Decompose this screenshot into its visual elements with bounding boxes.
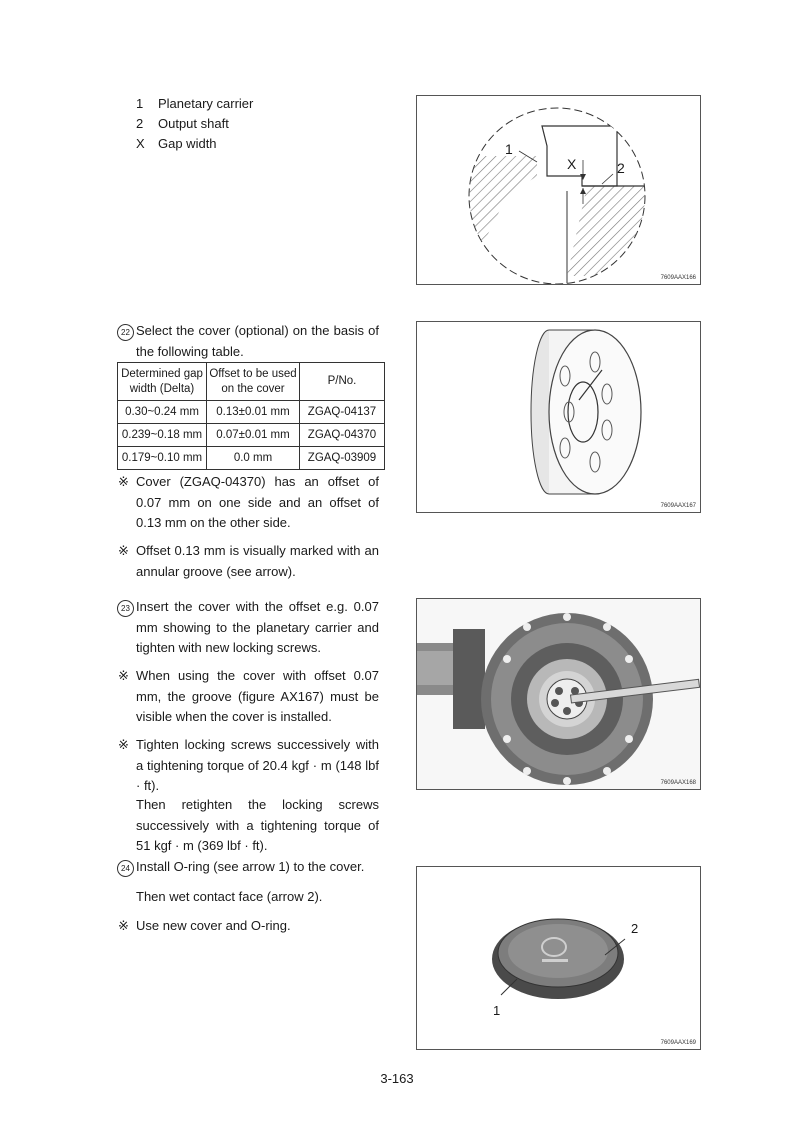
table-cell: 0.239~0.18 mm (118, 424, 207, 447)
hub-photo (417, 599, 700, 789)
table-cell: ZGAQ-04370 (300, 424, 385, 447)
note-visible: When using the cover with offset 0.07 mm, the groove (figure AX167) must be visible when the cover is installed. (136, 668, 379, 724)
gap-width-drawing (417, 96, 700, 284)
table-cell: ZGAQ-04137 (300, 401, 385, 424)
figure-hub-photo (416, 598, 701, 790)
callout-x: X (567, 156, 577, 172)
step-followup: Then wet contact face (arrow 2). (136, 889, 323, 904)
table-header: P/No. (300, 363, 385, 401)
callout-1: 1 (505, 141, 513, 157)
figure-id: 7609AAX168 (660, 780, 696, 786)
step-number: 23 (117, 600, 134, 617)
note-mark: ※ (118, 474, 129, 489)
figure-id: 7609AAX169 (660, 1040, 696, 1046)
table-header-row (118, 363, 385, 401)
legend-label: Output shaft (158, 116, 229, 131)
step-number: 24 (117, 860, 134, 877)
legend-item (136, 116, 229, 131)
legend-key: 2 (136, 116, 144, 131)
cover-selection-table (117, 362, 385, 470)
legend-item (136, 136, 217, 151)
figure-id: 7609AAX166 (660, 275, 696, 281)
figure-id: 7609AAX167 (660, 503, 696, 509)
note-torque-2: Then retighten the locking screws successively with a tightening torque of 51 kgf · m (369 lbf · ft). (136, 797, 379, 853)
figure-cover-groove (416, 321, 701, 513)
legend-key: X (136, 136, 145, 151)
step-text: Install O-ring (see arrow 1) to the cover. (136, 859, 365, 874)
note-mark: ※ (118, 737, 129, 752)
callout-2: 2 (617, 160, 625, 176)
legend-key: 1 (136, 96, 144, 111)
table-cell: 0.13±0.01 mm (207, 401, 300, 424)
legend-label: Planetary carrier (158, 96, 254, 111)
note-mark: ※ (118, 543, 129, 558)
table-row (118, 447, 385, 470)
page-number: 3-163 (380, 1071, 414, 1086)
note-groove: Offset 0.13 mm is visually marked with an annular groove (see arrow). (136, 543, 379, 579)
table-cell: 0.0 mm (207, 447, 300, 470)
table-header: Offset to be used on the cover (207, 363, 300, 401)
note-torque-1: Tighten locking screws successively with a tightening torque of 20.4 kgf · m (148 lbf · ft). (136, 737, 379, 793)
callout-1: 1 (493, 1003, 501, 1018)
note-cover-offset: Cover (ZGAQ-04370) has an offset of 0.07 mm on one side and an offset of 0.13 mm on the other side. (136, 474, 379, 530)
step-text: Insert the cover with the offset e.g. 0.07 mm showing to the planetary carrier and tighten with new locking screws. (136, 599, 379, 655)
figure-gap-width (416, 95, 701, 285)
step-text: Select the cover (optional) on the basis of the following table. (136, 323, 379, 359)
table-header: Determined gap width (Delta) (118, 363, 207, 401)
table-cell: ZGAQ-03909 (300, 447, 385, 470)
cover-drawing (417, 322, 700, 512)
note-new-parts: Use new cover and O-ring. (136, 918, 291, 933)
table-row (118, 424, 385, 447)
callout-2: 2 (631, 921, 639, 936)
figure-cover-oring (416, 866, 701, 1050)
table-cell: 0.30~0.24 mm (118, 401, 207, 424)
table-cell: 0.07±0.01 mm (207, 424, 300, 447)
legend-item (136, 96, 253, 111)
table-cell: 0.179~0.10 mm (118, 447, 207, 470)
legend-label: Gap width (158, 136, 217, 151)
table-row (118, 401, 385, 424)
step-number: 22 (117, 324, 134, 341)
note-mark: ※ (118, 668, 129, 683)
cover-oring-drawing (417, 867, 700, 1049)
note-mark: ※ (118, 918, 129, 933)
